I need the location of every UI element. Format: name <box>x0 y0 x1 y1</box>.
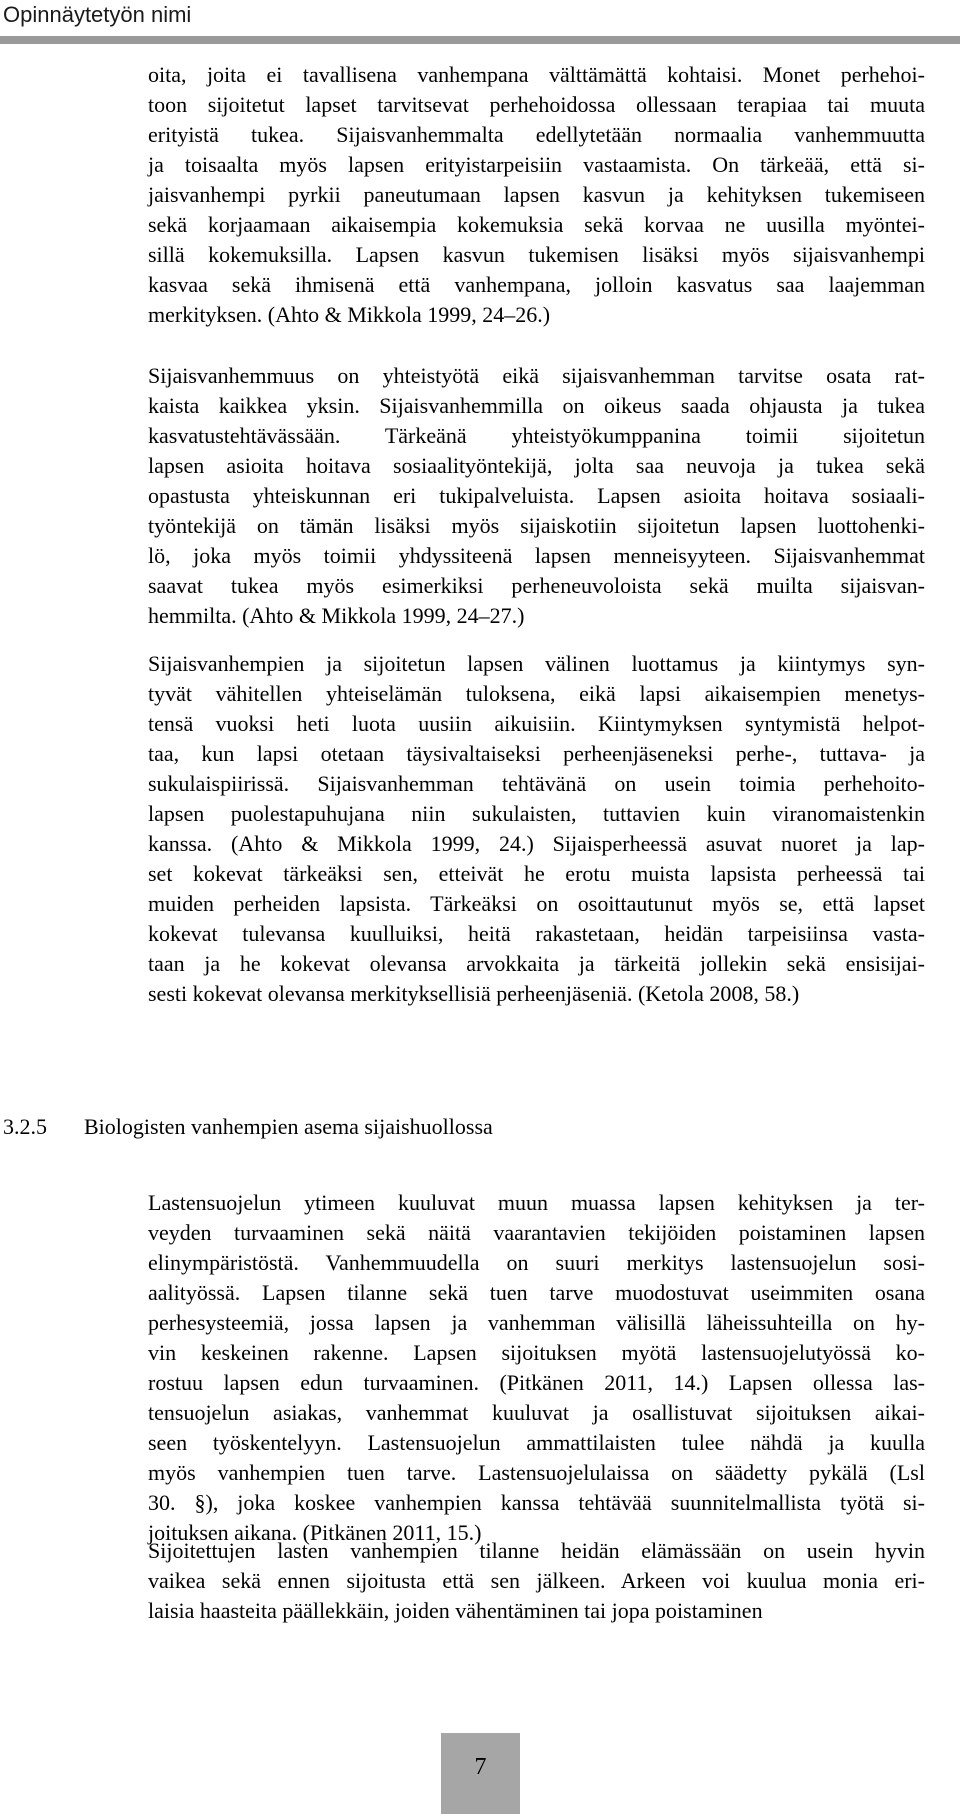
text-line: sukulaispiirissä. Sijaisvanhemman tehtävänä on usein toimia perhehoito- <box>148 771 925 796</box>
text-line: ja toisaalta myös lapsen erityistarpeisiin vastaamista. On tärkeää, että si- <box>148 152 925 177</box>
text-line: rostuu lapsen edun turvaaminen. (Pitkänen 2011, 14.) Lapsen ollessa las- <box>148 1370 925 1395</box>
text-line: seen työskentelyyn. Lastensuojelun ammattilaisten tulee nähdä ja kuulla <box>148 1430 925 1455</box>
paragraph-cooperation <box>148 361 925 631</box>
text-line: 30. §), joka koskee vanhempien kanssa tehtävää suunnitelmallista työtä si- <box>148 1490 925 1515</box>
text-line: kanssa. (Ahto & Mikkola 1999, 24.) Sijaisperheessä asuvat nuoret ja lap- <box>148 831 925 856</box>
text-line: kaista kaikkea yksin. Sijaisvanhemmilla on oikeus saada ohjausta ja tukea <box>148 393 925 418</box>
text-line: joituksen aikana. (Pitkänen 2011, 15.) <box>148 1520 482 1545</box>
text-line: perhesysteemiä, jossa lapsen ja vanhemman välisillä läheissuhteilla on hy- <box>148 1310 925 1335</box>
text-line: erityistä tukea. Sijaisvanhemmalta edellytetään normaalia vanhemmuutta <box>148 122 925 147</box>
text-line: toon sijoitetut lapset tarvitsevat perhehoidossa ollessaan terapiaa tai muuta <box>148 92 925 117</box>
paragraph-trust-attachment <box>148 649 925 1009</box>
text-line: sillä kokemuksilla. Lapsen kasvun tukemisen lisäksi myös sijaisvanhempi <box>148 242 925 267</box>
text-line: kasvatustehtävässään. Tärkeänä yhteistyökumppanina toimii sijoitetun <box>148 423 925 448</box>
text-line: elinympäristöstä. Vanhemmuudella on suuri merkitys lastensuojelun sosi- <box>148 1250 925 1275</box>
text-line: Sijoitettujen lasten vanhempien tilanne heidän elämässään on usein hyvin <box>148 1538 925 1563</box>
paragraph-parents-situation <box>148 1536 925 1626</box>
text-line: lapsen asioita hoitava sosiaalityöntekijä, jolta saa neuvoja ja tukea sekä <box>148 453 925 478</box>
text-line: lö, joka myös toimii yhdyssiteenä lapsen menneisyyteen. Sijaisvanhemmat <box>148 543 925 568</box>
text-line: Sijaisvanhemmuus on yhteistyötä eikä sijaisvanhemman tarvitse osata rat- <box>148 363 925 388</box>
text-line: hemmilta. (Ahto & Mikkola 1999, 24–27.) <box>148 603 525 628</box>
page-number-box <box>441 1733 520 1814</box>
text-line: taan ja he kokevat olevansa arvokkaita ja tärkeitä jollekin sekä ensisijai- <box>148 951 925 976</box>
text-line: kokevat tulevansa kuulluiksi, heitä rakastetaan, heidän tarpeisiinsa vasta- <box>148 921 925 946</box>
section-number: 3.2.5 <box>3 1114 47 1139</box>
text-line: myös vanhempien tuen tarve. Lastensuojelulaissa on säädetty pykälä (Lsl <box>148 1460 925 1485</box>
text-line: saavat tukea myös esimerkiksi perheneuvoloista sekä muilta sijaisvan- <box>148 573 925 598</box>
page-header <box>0 0 960 44</box>
text-line: aalityössä. Lapsen tilanne sekä tuen tarve muodostuvat useimmiten osana <box>148 1280 925 1305</box>
text-line: tensä vuoksi heti luota uusiin aikuisiin. Kiintymyksen syntymistä helpot- <box>148 711 925 736</box>
paragraph-child-protection-core <box>148 1188 925 1548</box>
document-title: Opinnäytetyön nimi <box>3 2 192 27</box>
text-line: lapsen puolestapuhujana niin sukulaisten, tuttavien kuin viranomaistenkin <box>148 801 925 826</box>
text-line: sesti kokevat olevansa merkityksellisiä perheenjäseniä. (Ketola 2008, 58.) <box>148 981 800 1006</box>
text-line: veyden turvaaminen sekä näitä vaarantavien tekijöiden poistaminen lapsen <box>148 1220 925 1245</box>
text-line: työntekijä on tämän lisäksi myös sijaiskotiin sijoitetun lapsen luottohenki- <box>148 513 925 538</box>
section-heading <box>3 1112 923 1142</box>
text-line: merkityksen. (Ahto & Mikkola 1999, 24–26.) <box>148 302 551 327</box>
text-line: sekä korjaamaan aikaisempia kokemuksia sekä korvaa ne uusilla myöntei- <box>148 212 925 237</box>
header-rule <box>0 36 960 44</box>
text-line: opastusta yhteiskunnan eri tukipalveluista. Lapsen asioita hoitava sosiaali- <box>148 483 925 508</box>
text-line: tyvät vähitellen yhteiselämän tuloksena, eikä lapsi aikaisempien menetys- <box>148 681 925 706</box>
section-title: Biologisten vanhempien asema sijaishuollossa <box>84 1114 493 1139</box>
text-line: Sijaisvanhempien ja sijoitetun lapsen välinen luottamus ja kiintymys syn- <box>148 651 925 676</box>
text-line: kasvaa sekä ihmisenä että vanhempana, jolloin kasvatus saa laajemman <box>148 272 925 297</box>
text-line: vaikea sekä ennen sijoitusta että sen jälkeen. Arkeen voi kuulua monia eri- <box>148 1568 925 1593</box>
text-line: Lastensuojelun ytimeen kuuluvat muun muassa lapsen kehityksen ja ter- <box>148 1190 925 1215</box>
paragraph-foster-parenting-support <box>148 60 925 330</box>
text-line: jaisvanhempi pyrkii paneutumaan lapsen kasvun ja kehityksen tukemiseen <box>148 182 925 207</box>
text-line: tensuojelun asiakas, vanhemmat kuuluvat ja osallistuvat sijoituksen aikai- <box>148 1400 925 1425</box>
text-line: oita, joita ei tavallisena vanhempana välttämättä kohtaisi. Monet perhehoi- <box>148 62 925 87</box>
text-line: vin keskeinen rakenne. Lapsen sijoituksen myötä lastensuojelutyössä ko- <box>148 1340 925 1365</box>
text-line: laisia haasteita päällekkäin, joiden vähentäminen tai jopa poistaminen <box>148 1598 763 1623</box>
text-line: muiden perheiden lapsista. Tärkeäksi on osoittautunut myös se, että lapset <box>148 891 925 916</box>
text-line: set kokevat tärkeäksi sen, etteivät he erotu muista lapsista perheessä tai <box>148 861 925 886</box>
text-line: taa, kun lapsi otetaan täysivaltaiseksi perheenjäseneksi perhe-, tuttava- ja <box>148 741 925 766</box>
page-number: 7 <box>474 1754 487 1780</box>
